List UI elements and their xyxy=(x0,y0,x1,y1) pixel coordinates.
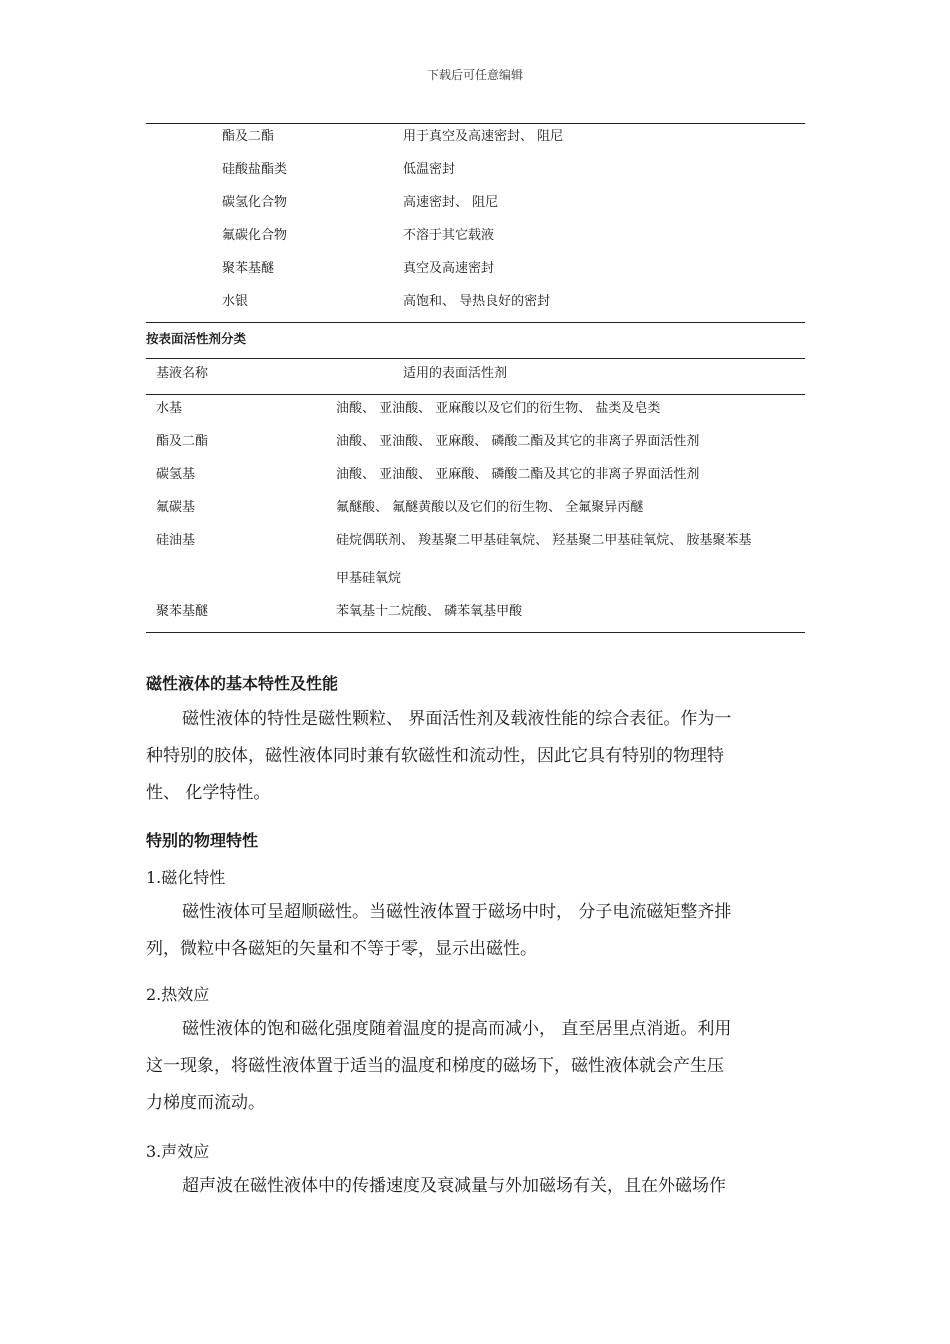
paragraph-line: 磁性液体可呈超顺磁性。当磁性液体置于磁场中时， 分子电流磁矩整齐排 xyxy=(182,902,732,922)
table1-row-use: 高速密封、 阻尼 xyxy=(403,195,499,210)
table1-row-use: 用于真空及高速密封、 阻尼 xyxy=(403,129,564,144)
table2-row-agent-continued: 甲基硅氧烷 xyxy=(336,571,402,586)
table1-top-rule xyxy=(146,123,805,124)
paragraph-line: 列，微粒中各磁矩的矢量和不等于零，显示出磁性。 xyxy=(146,939,537,959)
table2-row-agent: 氟醚酸、 氟醚黄酸以及它们的衍生物、 全氟聚异丙醚 xyxy=(336,500,644,515)
table2-row-name: 氟碳基 xyxy=(156,500,196,515)
table2-header-name: 基液名称 xyxy=(156,366,209,381)
table2-header-agent: 适用的表面活性剂 xyxy=(403,366,508,381)
intro-paragraph xyxy=(146,701,808,812)
item-paragraph xyxy=(146,894,808,968)
table2-row-agent: 硅烷偶联剂、 羧基聚二甲基硅氧烷、 羟基聚二甲基硅氧烷、 胺基聚苯基 xyxy=(336,533,752,548)
item-paragraph xyxy=(146,1168,808,1205)
paragraph-line: 性、 化学特性。 xyxy=(146,783,271,803)
table2-bottom-rule xyxy=(146,632,805,633)
item-heading: 3.声效应 xyxy=(146,1142,210,1161)
table1-row-name: 氟碳化合物 xyxy=(222,228,288,243)
table2-caption: 按表面活性剂分类 xyxy=(146,331,247,346)
table1-row-name: 聚苯基醚 xyxy=(222,261,275,276)
page-header: 下载后可任意编辑 xyxy=(426,68,523,82)
table1-row-name: 碳氢化合物 xyxy=(222,195,288,210)
table2-row-agent: 油酸、 亚油酸、 亚麻酸、 磷酸二酯及其它的非离子界面活性剂 xyxy=(336,434,700,449)
table2-row-name: 水基 xyxy=(156,401,183,416)
table1-row-use: 低温密封 xyxy=(403,162,456,177)
paragraph-line: 磁性液体的特性是磁性颗粒、 界面活性剂及载液性能的综合表征。作为一 xyxy=(182,709,732,729)
table1-row-name: 酯及二酯 xyxy=(222,129,275,144)
table1-row-use: 真空及高速密封 xyxy=(403,261,495,276)
table2-row-name: 碳氢基 xyxy=(156,467,196,482)
table1-row-use: 不溶于其它载液 xyxy=(403,228,495,243)
table2-row-name: 硅油基 xyxy=(156,533,196,548)
paragraph-line: 种特别的胶体，磁性液体同时兼有软磁性和流动性，因此它具有特别的物理特 xyxy=(146,746,724,766)
table2-row-agent: 油酸、 亚油酸、 亚麻酸以及它们的衍生物、 盐类及皂类 xyxy=(336,401,661,416)
subsection-title: 特别的物理特性 xyxy=(146,831,259,850)
item-heading: 1.磁化特性 xyxy=(146,868,226,887)
table2-row-name: 酯及二酯 xyxy=(156,434,209,449)
item-paragraph xyxy=(146,1011,808,1122)
section-title: 磁性液体的基本特性及性能 xyxy=(146,674,339,693)
table1-row-use: 高饱和、 导热良好的密封 xyxy=(403,294,551,309)
table2-row-agent: 苯氧基十二烷酸、 磷苯氧基甲酸 xyxy=(336,604,523,619)
table1-row-name: 硅酸盐酯类 xyxy=(222,162,288,177)
paragraph-line: 磁性液体的饱和磁化强度随着温度的提高而减小， 直至居里点消逝。利用 xyxy=(182,1019,732,1039)
table2-row-agent: 油酸、 亚油酸、 亚麻酸、 磷酸二酯及其它的非离子界面活性剂 xyxy=(336,467,700,482)
paragraph-line: 超声波在磁性液体中的传播速度及衰减量与外加磁场有关，且在外磁场作 xyxy=(182,1176,726,1196)
paragraph-line: 力梯度而流动。 xyxy=(146,1093,265,1113)
item-heading: 2.热效应 xyxy=(146,985,210,1004)
table1-row-name: 水银 xyxy=(222,294,249,309)
table1-bottom-rule xyxy=(146,322,805,323)
table2-row-name: 聚苯基醚 xyxy=(156,604,209,619)
table2-top-rule xyxy=(146,358,805,359)
table2-header-rule xyxy=(146,394,805,395)
paragraph-line: 这一现象，将磁性液体置于适当的温度和梯度的磁场下，磁性液体就会产生压 xyxy=(146,1056,724,1076)
